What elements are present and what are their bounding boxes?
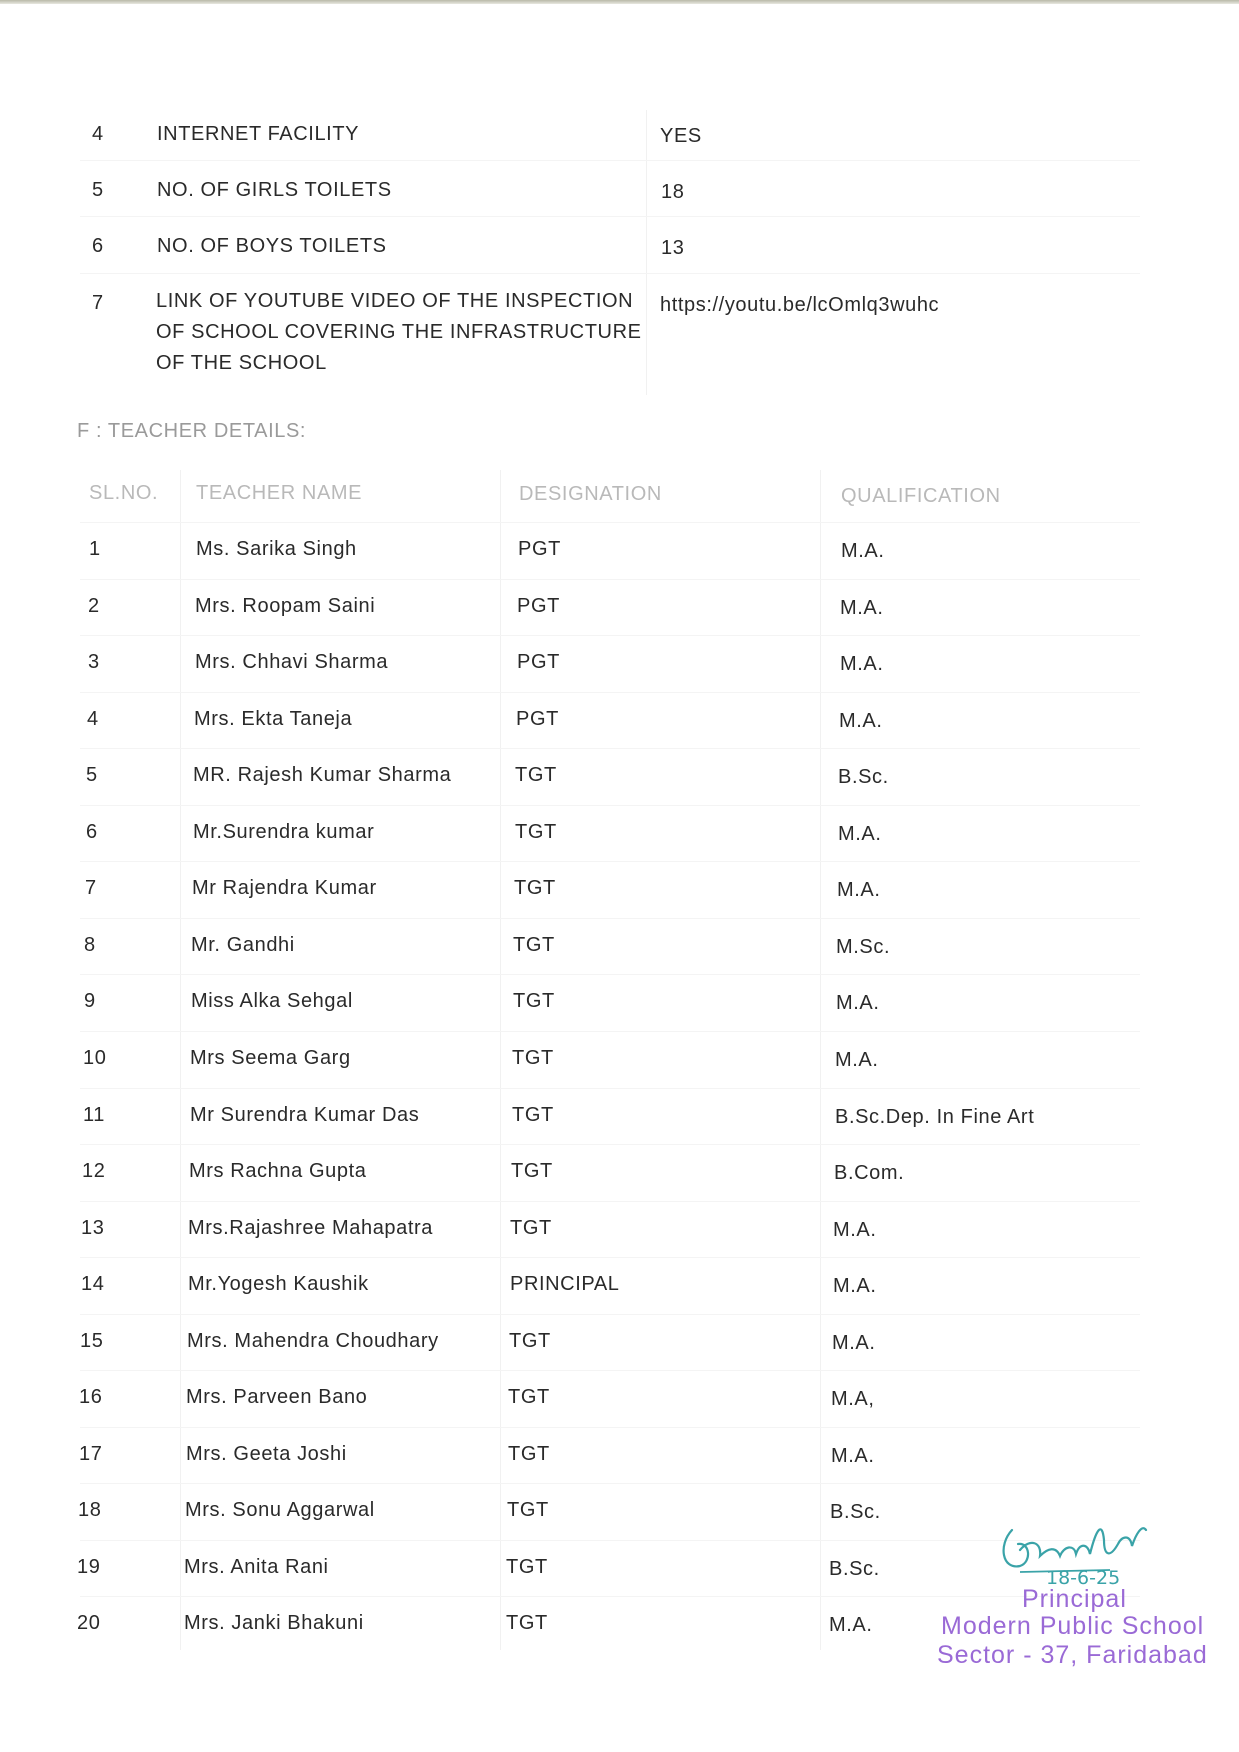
- infra-row-label: LINK OF YOUTUBE VIDEO OF THE INSPECTION OF SCHOOL COVERING THE INFRASTRUCTURE OF THE SCHOOL: [156, 290, 642, 374]
- sl-no-cell: 15: [80, 1330, 104, 1352]
- row-divider: [80, 1144, 1140, 1145]
- qualification-cell: M.A.: [833, 1219, 877, 1241]
- infra-row-number: 7: [92, 292, 104, 314]
- row-divider: [80, 1370, 1140, 1371]
- teacher-name-cell: Mrs. Anita Rani: [184, 1556, 329, 1578]
- row-divider: [80, 579, 1140, 580]
- table-divider: [500, 470, 501, 1650]
- infra-row-number: 6: [92, 235, 104, 257]
- sl-no-cell: 6: [86, 821, 98, 843]
- designation-cell: TGT: [511, 1160, 553, 1182]
- teacher-name-cell: Mrs. Roopam Saini: [195, 595, 376, 617]
- designation-cell: TGT: [512, 1047, 554, 1069]
- teacher-name-cell: Ms. Sarika Singh: [196, 538, 357, 560]
- teacher-name-cell: Mrs. Chhavi Sharma: [195, 651, 389, 673]
- designation-cell: TGT: [512, 1104, 554, 1126]
- sl-no-cell: 2: [88, 595, 100, 617]
- table-divider: [80, 273, 1140, 274]
- qualification-cell: M.A.: [841, 540, 885, 562]
- sl-no-cell: 9: [84, 990, 96, 1012]
- sl-no-cell: 16: [79, 1386, 103, 1408]
- table-divider: [180, 470, 181, 1650]
- youtube-link[interactable]: https://youtu.be/lcOmlq3wuhc: [660, 294, 940, 316]
- header-sl-no: SL.NO.: [89, 482, 159, 504]
- infra-row-value: YES: [660, 125, 702, 147]
- teacher-name-cell: Mr.Yogesh Kaushik: [188, 1273, 369, 1295]
- row-divider: [80, 748, 1140, 749]
- teacher-name-cell: Mrs. Janki Bhakuni: [184, 1612, 364, 1634]
- designation-cell: PGT: [516, 708, 559, 730]
- signature-date: 18-6-25: [1046, 1567, 1121, 1589]
- qualification-cell: B.Sc.Dep. In Fine Art: [835, 1106, 1035, 1128]
- infra-row-label: NO. OF BOYS TOILETS: [157, 235, 387, 257]
- designation-cell: TGT: [506, 1612, 548, 1634]
- teacher-name-cell: Mrs.Rajashree Mahapatra: [188, 1217, 434, 1239]
- designation-cell: TGT: [513, 990, 555, 1012]
- row-divider: [80, 1031, 1140, 1032]
- qualification-cell: M.A.: [832, 1332, 876, 1354]
- row-divider: [80, 1427, 1140, 1428]
- qualification-cell: M.Sc.: [836, 936, 891, 958]
- qualification-cell: B.Com.: [834, 1162, 905, 1184]
- infra-row-value: 18: [661, 181, 685, 203]
- qualification-cell: M.A,: [831, 1388, 875, 1410]
- sl-no-cell: 20: [77, 1612, 101, 1634]
- table-divider: [646, 110, 647, 395]
- sl-no-cell: 10: [83, 1047, 107, 1069]
- designation-cell: PGT: [517, 651, 560, 673]
- teacher-name-cell: Mrs Seema Garg: [190, 1047, 351, 1069]
- infra-row-label: INTERNET FACILITY: [157, 123, 360, 145]
- infra-row-number: 5: [92, 179, 104, 201]
- stamp-address: Sector - 37, Faridabad: [937, 1641, 1208, 1669]
- table-divider: [80, 160, 1140, 161]
- teacher-name-cell: Miss Alka Sehgal: [191, 990, 353, 1012]
- header-qualification: QUALIFICATION: [841, 485, 1001, 507]
- teacher-name-cell: Mr Surendra Kumar Das: [190, 1104, 420, 1126]
- row-divider: [80, 1596, 1140, 1597]
- row-divider: [80, 692, 1140, 693]
- sl-no-cell: 13: [81, 1217, 105, 1239]
- designation-cell: TGT: [506, 1556, 548, 1578]
- header-teacher-name: TEACHER NAME: [196, 482, 363, 504]
- stamp-school: Modern Public School: [941, 1612, 1205, 1640]
- teacher-name-cell: Mr. Gandhi: [191, 934, 295, 956]
- table-divider: [80, 216, 1140, 217]
- qualification-cell: B.Sc.: [838, 766, 889, 788]
- qualification-cell: M.A.: [831, 1445, 875, 1467]
- row-divider: [80, 1540, 1140, 1541]
- designation-cell: PGT: [517, 595, 560, 617]
- row-divider: [80, 974, 1140, 975]
- principal-signature: [990, 1500, 1180, 1590]
- teacher-name-cell: MR. Rajesh Kumar Sharma: [193, 764, 452, 786]
- qualification-cell: M.A.: [837, 879, 881, 901]
- row-divider: [80, 805, 1140, 806]
- designation-cell: TGT: [508, 1443, 550, 1465]
- qualification-cell: M.A.: [836, 992, 880, 1014]
- teacher-name-cell: Mrs. Geeta Joshi: [186, 1443, 347, 1465]
- sl-no-cell: 17: [79, 1443, 103, 1465]
- designation-cell: TGT: [507, 1499, 549, 1521]
- sl-no-cell: 5: [86, 764, 98, 786]
- infra-row-label: NO. OF GIRLS TOILETS: [157, 179, 392, 201]
- row-divider: [80, 522, 1140, 523]
- sl-no-cell: 3: [88, 651, 100, 673]
- row-divider: [80, 1201, 1140, 1202]
- row-divider: [80, 918, 1140, 919]
- teacher-name-cell: Mrs. Mahendra Choudhary: [187, 1330, 439, 1352]
- table-divider: [820, 470, 821, 1650]
- qualification-cell: M.A.: [838, 823, 882, 845]
- teacher-name-cell: Mr.Surendra kumar: [193, 821, 375, 843]
- row-divider: [80, 861, 1140, 862]
- sl-no-cell: 12: [82, 1160, 106, 1182]
- row-divider: [80, 635, 1140, 636]
- row-divider: [80, 1314, 1140, 1315]
- stamp-title: Principal: [1022, 1585, 1127, 1613]
- designation-cell: PRINCIPAL: [510, 1273, 620, 1295]
- designation-cell: TGT: [515, 821, 557, 843]
- qualification-cell: M.A.: [829, 1614, 873, 1636]
- sl-no-cell: 1: [89, 538, 101, 560]
- infra-row-value: 13: [661, 237, 685, 259]
- teacher-name-cell: Mrs. Sonu Aggarwal: [185, 1499, 375, 1521]
- teacher-name-cell: Mrs Rachna Gupta: [189, 1160, 367, 1182]
- row-divider: [80, 1088, 1140, 1089]
- designation-cell: TGT: [515, 764, 557, 786]
- sl-no-cell: 18: [78, 1499, 102, 1521]
- designation-cell: TGT: [509, 1330, 551, 1352]
- teacher-name-cell: Mrs. Parveen Bano: [186, 1386, 368, 1408]
- designation-cell: TGT: [508, 1386, 550, 1408]
- designation-cell: TGT: [513, 934, 555, 956]
- sl-no-cell: 19: [77, 1556, 101, 1578]
- header-designation: DESIGNATION: [519, 483, 662, 505]
- row-divider: [80, 1257, 1140, 1258]
- sl-no-cell: 14: [81, 1273, 105, 1295]
- qualification-cell: M.A.: [833, 1275, 877, 1297]
- qualification-cell: M.A.: [840, 653, 884, 675]
- qualification-cell: M.A.: [840, 597, 884, 619]
- sl-no-cell: 8: [84, 934, 96, 956]
- row-divider: [80, 1483, 1140, 1484]
- designation-cell: TGT: [510, 1217, 552, 1239]
- sl-no-cell: 11: [83, 1104, 105, 1126]
- designation-cell: TGT: [514, 877, 556, 899]
- designation-cell: PGT: [518, 538, 561, 560]
- scan-top-edge: [0, 0, 1239, 4]
- sl-no-cell: 4: [87, 708, 99, 730]
- sl-no-cell: 7: [85, 877, 97, 899]
- section-heading: F : TEACHER DETAILS:: [77, 420, 307, 442]
- qualification-cell: M.A.: [835, 1049, 879, 1071]
- qualification-cell: M.A.: [839, 710, 883, 732]
- qualification-cell: B.Sc.: [829, 1558, 880, 1580]
- teacher-name-cell: Mr Rajendra Kumar: [192, 877, 377, 899]
- teacher-name-cell: Mrs. Ekta Taneja: [194, 708, 353, 730]
- qualification-cell: B.Sc.: [830, 1501, 881, 1523]
- infra-row-number: 4: [92, 123, 104, 145]
